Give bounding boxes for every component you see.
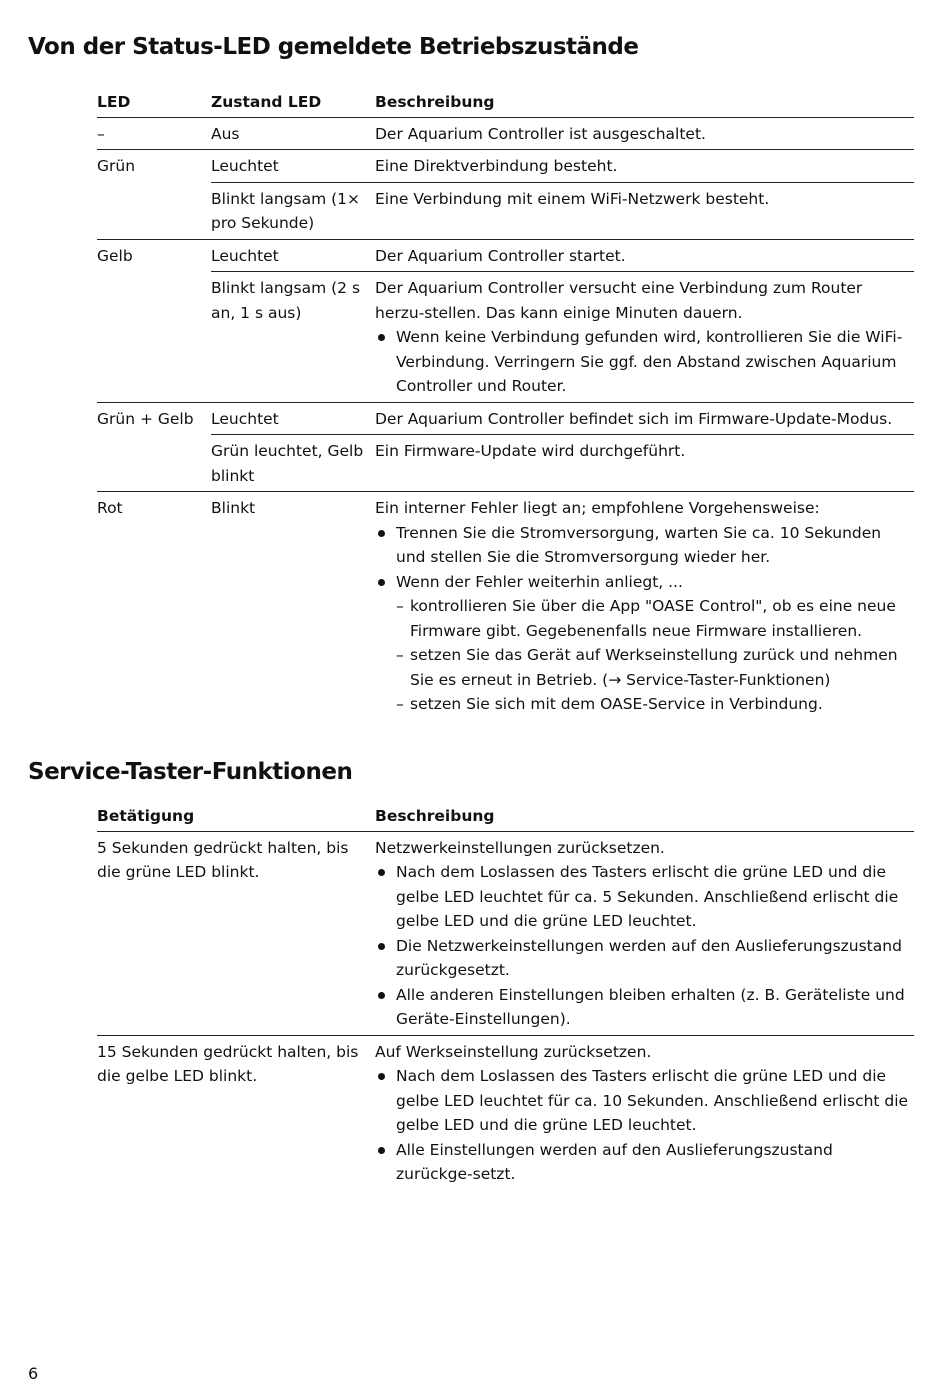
bullet-list bbox=[375, 325, 910, 399]
led-cell: Rot bbox=[97, 492, 211, 720]
state-cell: Leuchtet bbox=[211, 150, 375, 183]
state-cell: Leuchtet bbox=[211, 402, 375, 435]
led-cell bbox=[97, 272, 211, 403]
led-cell: – bbox=[97, 124, 105, 143]
description-cell bbox=[375, 831, 914, 1035]
table-row bbox=[97, 182, 914, 239]
header-led: LED bbox=[97, 88, 211, 117]
bullet-item: Nach dem Loslassen des Tasters erlischt die grüne LED und die gelbe LED leuchtet für ca. 10 Sekunden. Anschließend erlischt die gelbe LED und die grüne LED leuchtet. bbox=[375, 1064, 910, 1138]
table-row bbox=[97, 1035, 914, 1190]
description-cell: Ein Firmware-Update wird durchgeführt. bbox=[375, 435, 914, 492]
led-cell: Gelb bbox=[97, 239, 211, 272]
led-cell bbox=[97, 435, 211, 492]
state-cell: Leuchtet bbox=[211, 239, 375, 272]
service-button-table bbox=[97, 802, 914, 1190]
page-number: 6 bbox=[28, 1364, 39, 1383]
description-cell bbox=[375, 492, 914, 720]
bullet-list bbox=[375, 1064, 910, 1187]
dash-item: – kontrollieren Sie über die App "OASE Control", ob es eine neue Firmware gibt. Gegebenenfalls neue Firmware installieren. bbox=[396, 594, 910, 643]
description-cell: Der Aquarium Controller startet. bbox=[375, 239, 914, 272]
dash-item: – setzen Sie sich mit dem OASE-Service in Verbindung. bbox=[396, 692, 910, 717]
led-cell: Grün bbox=[97, 150, 211, 183]
header-description: Beschreibung bbox=[375, 88, 914, 117]
bullet-list bbox=[375, 860, 910, 1032]
action-cell: 15 Sekunden gedrückt halten, bis die gelbe LED blinkt. bbox=[97, 1035, 375, 1190]
dash-list bbox=[396, 594, 910, 717]
table-header-row bbox=[97, 88, 914, 117]
description-text: Netzwerkeinstellungen zurücksetzen. bbox=[375, 838, 665, 857]
led-cell: Grün + Gelb bbox=[97, 402, 211, 435]
bullet-item: Die Netzwerkeinstellungen werden auf den Auslieferungszustand zurückgesetzt. bbox=[375, 934, 910, 983]
description-cell: Eine Direktverbindung besteht. bbox=[375, 150, 914, 183]
bullet-item: Nach dem Loslassen des Tasters erlischt die grüne LED und die gelbe LED leuchtet für ca. 5 Sekunden. Anschließend erlischt die gelbe LED und die grüne LED leuchtet. bbox=[375, 860, 910, 934]
description-cell: Eine Verbindung mit einem WiFi-Netzwerk besteht. bbox=[375, 182, 914, 239]
description-cell: Der Aquarium Controller befindet sich im Firmware-Update-Modus. bbox=[375, 402, 914, 435]
state-cell: Blinkt bbox=[211, 492, 375, 720]
sub-list-wrapper bbox=[375, 594, 910, 717]
bullet-item: Alle Einstellungen werden auf den Auslieferungszustand zurückge-setzt. bbox=[375, 1138, 910, 1187]
description-cell: Der Aquarium Controller ist ausgeschaltet. bbox=[375, 124, 706, 143]
description-text: Ein interner Fehler liegt an; empfohlene Vorgehensweise: bbox=[375, 499, 820, 517]
state-cell: Aus bbox=[211, 124, 240, 143]
table-row bbox=[97, 402, 914, 435]
description-text: Der Aquarium Controller versucht eine Verbindung zum Router herzu-stellen. Das kann einige Minuten dauern. bbox=[375, 279, 863, 322]
description-cell bbox=[375, 1035, 914, 1190]
table-row bbox=[97, 435, 914, 492]
status-led-table bbox=[97, 88, 914, 720]
bullet-item: Alle anderen Einstellungen bleiben erhalten (z. B. Geräteliste und Geräte-Einstellungen). bbox=[375, 983, 910, 1032]
state-cell: Blinkt langsam (1× pro Sekunde) bbox=[211, 182, 375, 239]
description-text: Auf Werkseinstellung zurücksetzen. bbox=[375, 1042, 652, 1061]
action-cell: 5 Sekunden gedrückt halten, bis die grüne LED blinkt. bbox=[97, 838, 349, 881]
dash-item: – setzen Sie das Gerät auf Werkseinstellung zurück und nehmen Sie es erneut in Betrieb. (→ Service-Taster-Funktionen) bbox=[396, 643, 910, 692]
section-title-service-button: Service-Taster-Funktionen bbox=[28, 759, 353, 785]
header-description: Beschreibung bbox=[375, 802, 914, 831]
table-row bbox=[97, 831, 914, 1035]
table-header-row bbox=[97, 802, 914, 831]
table-row bbox=[97, 239, 914, 272]
table-row bbox=[97, 272, 914, 403]
section-title-status-led: Von der Status-LED gemeldete Betriebszustände bbox=[28, 34, 639, 60]
header-state: Zustand LED bbox=[211, 88, 375, 117]
bullet-list bbox=[375, 521, 910, 595]
table-row bbox=[97, 150, 914, 183]
description-cell bbox=[375, 272, 914, 403]
bullet-item: Wenn keine Verbindung gefunden wird, kontrollieren Sie die WiFi-Verbindung. Verringern Sie ggf. den Abstand zwischen Aquarium Controller und Router. bbox=[375, 325, 910, 399]
state-cell: Grün leuchtet, Gelb blinkt bbox=[211, 435, 375, 492]
bullet-item: Wenn der Fehler weiterhin anliegt, ... bbox=[375, 570, 910, 595]
header-action: Betätigung bbox=[97, 802, 375, 831]
table-row bbox=[97, 117, 914, 150]
table-row bbox=[97, 492, 914, 720]
bullet-item: Trennen Sie die Stromversorgung, warten Sie ca. 10 Sekunden und stellen Sie die Stromversorgung wieder her. bbox=[375, 521, 910, 570]
state-cell: Blinkt langsam (2 s an, 1 s aus) bbox=[211, 272, 375, 403]
led-cell bbox=[97, 182, 211, 239]
